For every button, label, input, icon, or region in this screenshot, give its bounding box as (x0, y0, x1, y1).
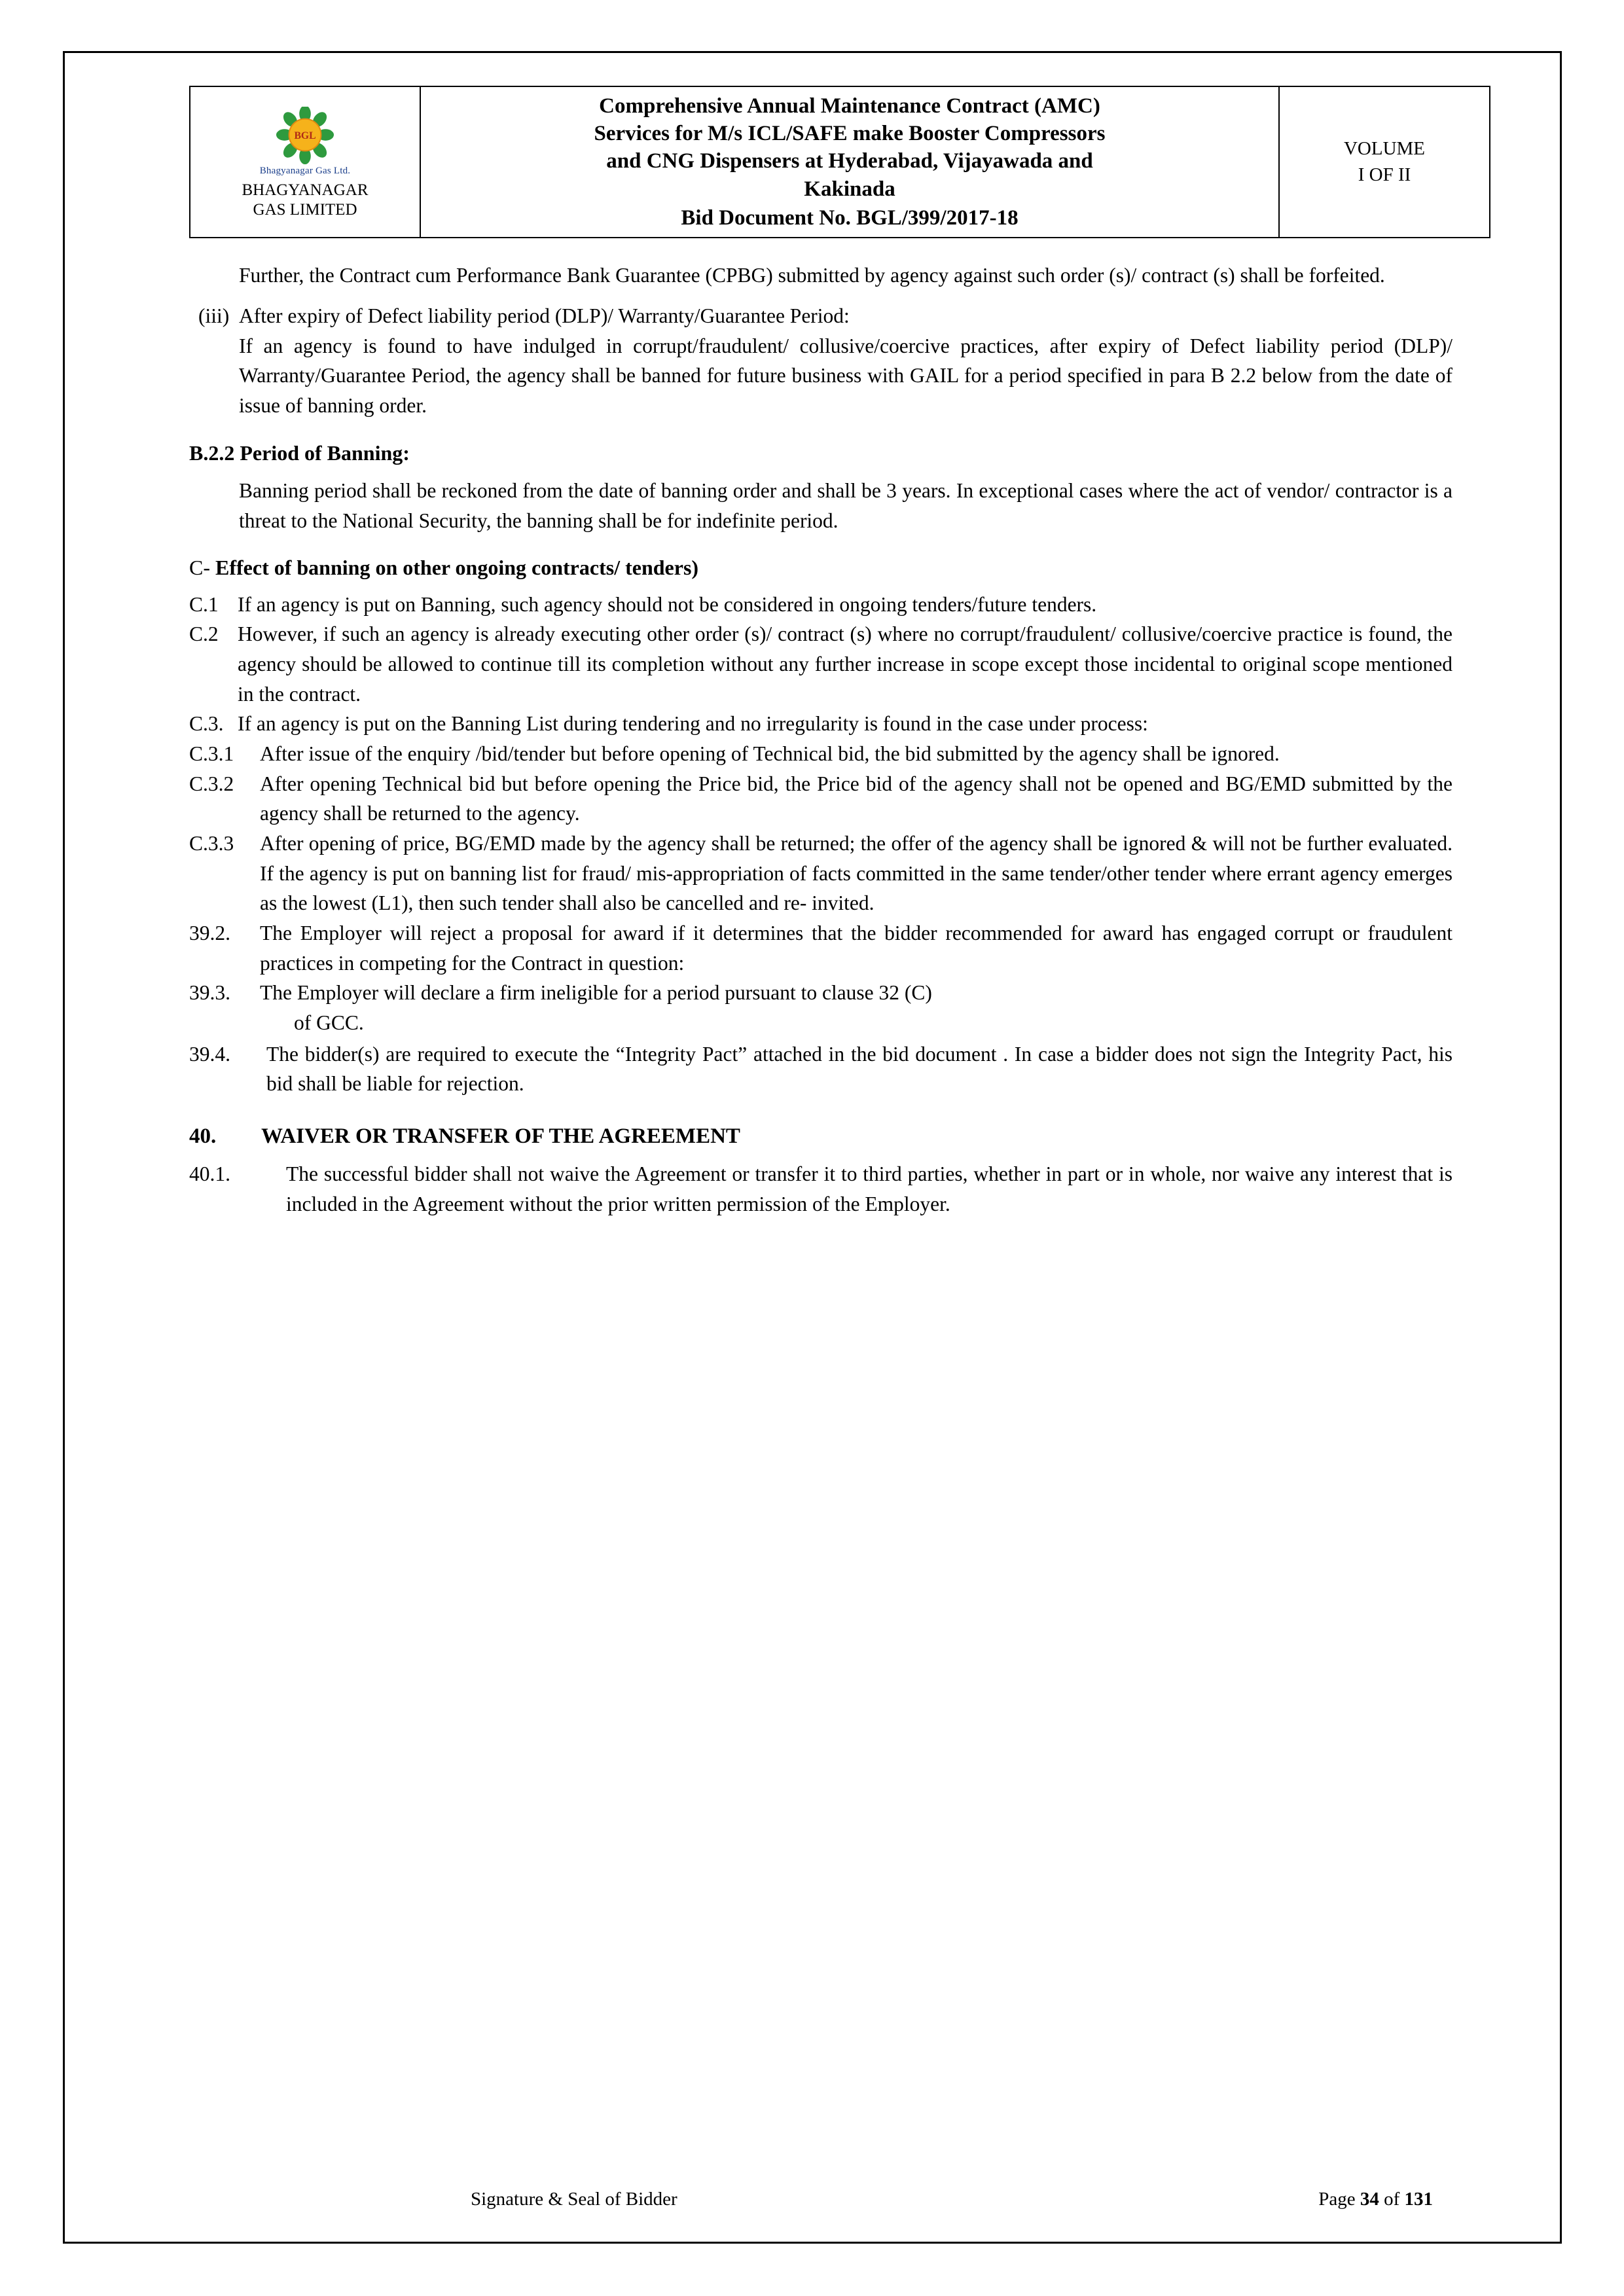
clause-393-text: The Employer will declare a firm ineligible for a period pursuant to clause 32 (C) (260, 981, 932, 1005)
clause-394-marker: 39.4. (189, 1042, 230, 1066)
clause-392-text: The Employer will reject a proposal for award if it determines that the bidder recommended for award has engaged corrupt or fraudulent practices in competing for the Contract in question: (260, 922, 1453, 975)
clause-c32 (189, 769, 1453, 829)
company-name-line2: GAS LIMITED (253, 201, 357, 219)
clause-c32-marker: C.3.2 (189, 772, 234, 795)
para-further: Further, the Contract cum Performance Bank Guarantee (CPBG) submitted by agency against such order (s)/ contract (s) shall be forfeited. (239, 264, 1385, 287)
bid-document-number: Bid Document No. BGL/399/2017-18 (681, 206, 1019, 230)
clause-393 (189, 978, 1453, 1008)
clause-c31 (189, 739, 1453, 769)
volume-line2: I OF II (1358, 164, 1411, 185)
footer-page-current: 34 (1360, 2189, 1379, 2210)
doc-title-line3: and CNG Dispensers at Hyderabad, Vijayawada and (606, 149, 1093, 173)
page-footer (189, 2189, 1453, 2210)
document-title-cell (420, 86, 1279, 238)
clause-392 (189, 918, 1453, 978)
clause-401-marker: 40.1. (189, 1162, 230, 1185)
clause-c3-text: If an agency is put on the Banning List during tendering and no irregularity is found in the case under process: (238, 712, 1148, 736)
clause-c3 (189, 709, 1453, 739)
clause-c32-text: After opening Technical bid but before opening the Price bid, the Price bid of the agency shall not be opened and BG/EMD submitted by the agency shall be returned to the agency. (260, 772, 1453, 825)
clause-394-text: The bidder(s) are required to execute the “Integrity Pact” attached in the bid document . In case a bidder does not sign the Integrity Pact, his bid shall be liable for rejection. (266, 1042, 1453, 1096)
bgl-logo-icon (266, 107, 344, 166)
clause-401-text: The successful bidder shall not waive the Agreement or transfer it to third parties, whether in part or in whole, nor waive any interest that is included in the Agreement without the prior written permission of the Employer. (286, 1162, 1453, 1215)
heading-40-title: WAIVER OR TRANSFER OF THE AGREEMENT (261, 1124, 740, 1149)
footer-page-of: of (1379, 2189, 1405, 2210)
clause-c2 (189, 619, 1453, 709)
document-body (189, 260, 1453, 1219)
volume-cell (1279, 86, 1490, 238)
clause-c31-text: After issue of the enquiry /bid/tender but before opening of Technical bid, the bid submitted by the agency shall be ignored. (260, 742, 1280, 766)
footer-signature: Signature & Seal of Bidder (471, 2189, 677, 2210)
page-content (189, 86, 1453, 1219)
clause-392-marker: 39.2. (189, 922, 230, 945)
doc-title-line4: Kakinada (804, 177, 895, 201)
clause-c33-text: After opening of price, BG/EMD made by the agency shall be returned; the offer of the agency shall be ignored & will not be further evaluated. If the agency is put on banning list for fraud/ mis-appropriation of facts committed in the same tender/other tender where errant agency emerges as the lowest (L1), then such tender shall also be cancelled and re- invited. (260, 832, 1453, 915)
clause-c1 (189, 590, 1453, 620)
heading-40-marker: 40. (189, 1124, 217, 1149)
doc-title-line1: Comprehensive Annual Maintenance Contract (AMC) (599, 94, 1100, 118)
heading-c (189, 552, 1453, 583)
clause-c2-marker: C.2 (189, 622, 219, 646)
clause-393-text2: of GCC. (294, 1011, 364, 1035)
heading-c-prefix: C- (189, 556, 215, 580)
clause-iii (189, 301, 1453, 331)
clause-iii-marker: (iii) (198, 304, 230, 327)
heading-c-bold: Effect of banning on other ongoing contracts/ tenders) (215, 556, 699, 580)
heading-40 (189, 1121, 1453, 1153)
clause-393-marker: 39.3. (189, 981, 230, 1005)
document-header-table (189, 86, 1490, 238)
doc-title-line2: Services for M/s ICL/SAFE make Booster Compressors (594, 122, 1106, 146)
clause-iii-title: After expiry of Defect liability period (DLP)/ Warranty/Guarantee Period: (239, 304, 850, 327)
document-page (63, 51, 1562, 2244)
clause-c33-marker: C.3.3 (189, 832, 234, 855)
svg-text:BGL: BGL (294, 130, 316, 141)
footer-page-number (1318, 2189, 1433, 2210)
clause-c1-text: If an agency is put on Banning, such agency should not be considered in ongoing tenders/future tenders. (238, 592, 1097, 616)
clause-c33 (189, 829, 1453, 918)
logo-cell (190, 86, 420, 238)
clause-c3-marker: C.3. (189, 712, 224, 736)
footer-page-prefix: Page (1318, 2189, 1360, 2210)
logo-tagline: Bhagyanagar Gas Ltd. (259, 165, 351, 176)
clause-c31-marker: C.3.1 (189, 742, 234, 766)
para-b22-text: Banning period shall be reckoned from the date of banning order and shall be 3 years. In exceptional cases where the act of vendor/ contractor is a threat to the National Security, the banning shall be for indefinite period. (239, 478, 1453, 532)
clause-401 (189, 1159, 1453, 1219)
clause-394 (189, 1039, 1453, 1099)
clause-c2-text: However, if such an agency is already executing other order (s)/ contract (s) where no corrupt/fraudulent/ collusive/coercive practice is found, the agency should be allowed to continue till its completion without any further increase in scope except those incidental to original scope mentioned in the contract. (238, 622, 1453, 706)
footer-page-total: 131 (1404, 2189, 1433, 2210)
clause-iii-text: If an agency is found to have indulged in corrupt/fraudulent/ collusive/coercive practices, after expiry of Defect liability period (DLP)/ Warranty/Guarantee Period, the agency shall be banned for future business with GAIL for a period specified in para B 2.2 below from the date of issue of banning order. (239, 334, 1453, 417)
heading-b22: B.2.2 Period of Banning: (189, 440, 410, 465)
company-name-line1: BHAGYANAGAR (242, 181, 369, 199)
volume-line1: VOLUME (1343, 138, 1426, 160)
clause-c1-marker: C.1 (189, 592, 219, 616)
